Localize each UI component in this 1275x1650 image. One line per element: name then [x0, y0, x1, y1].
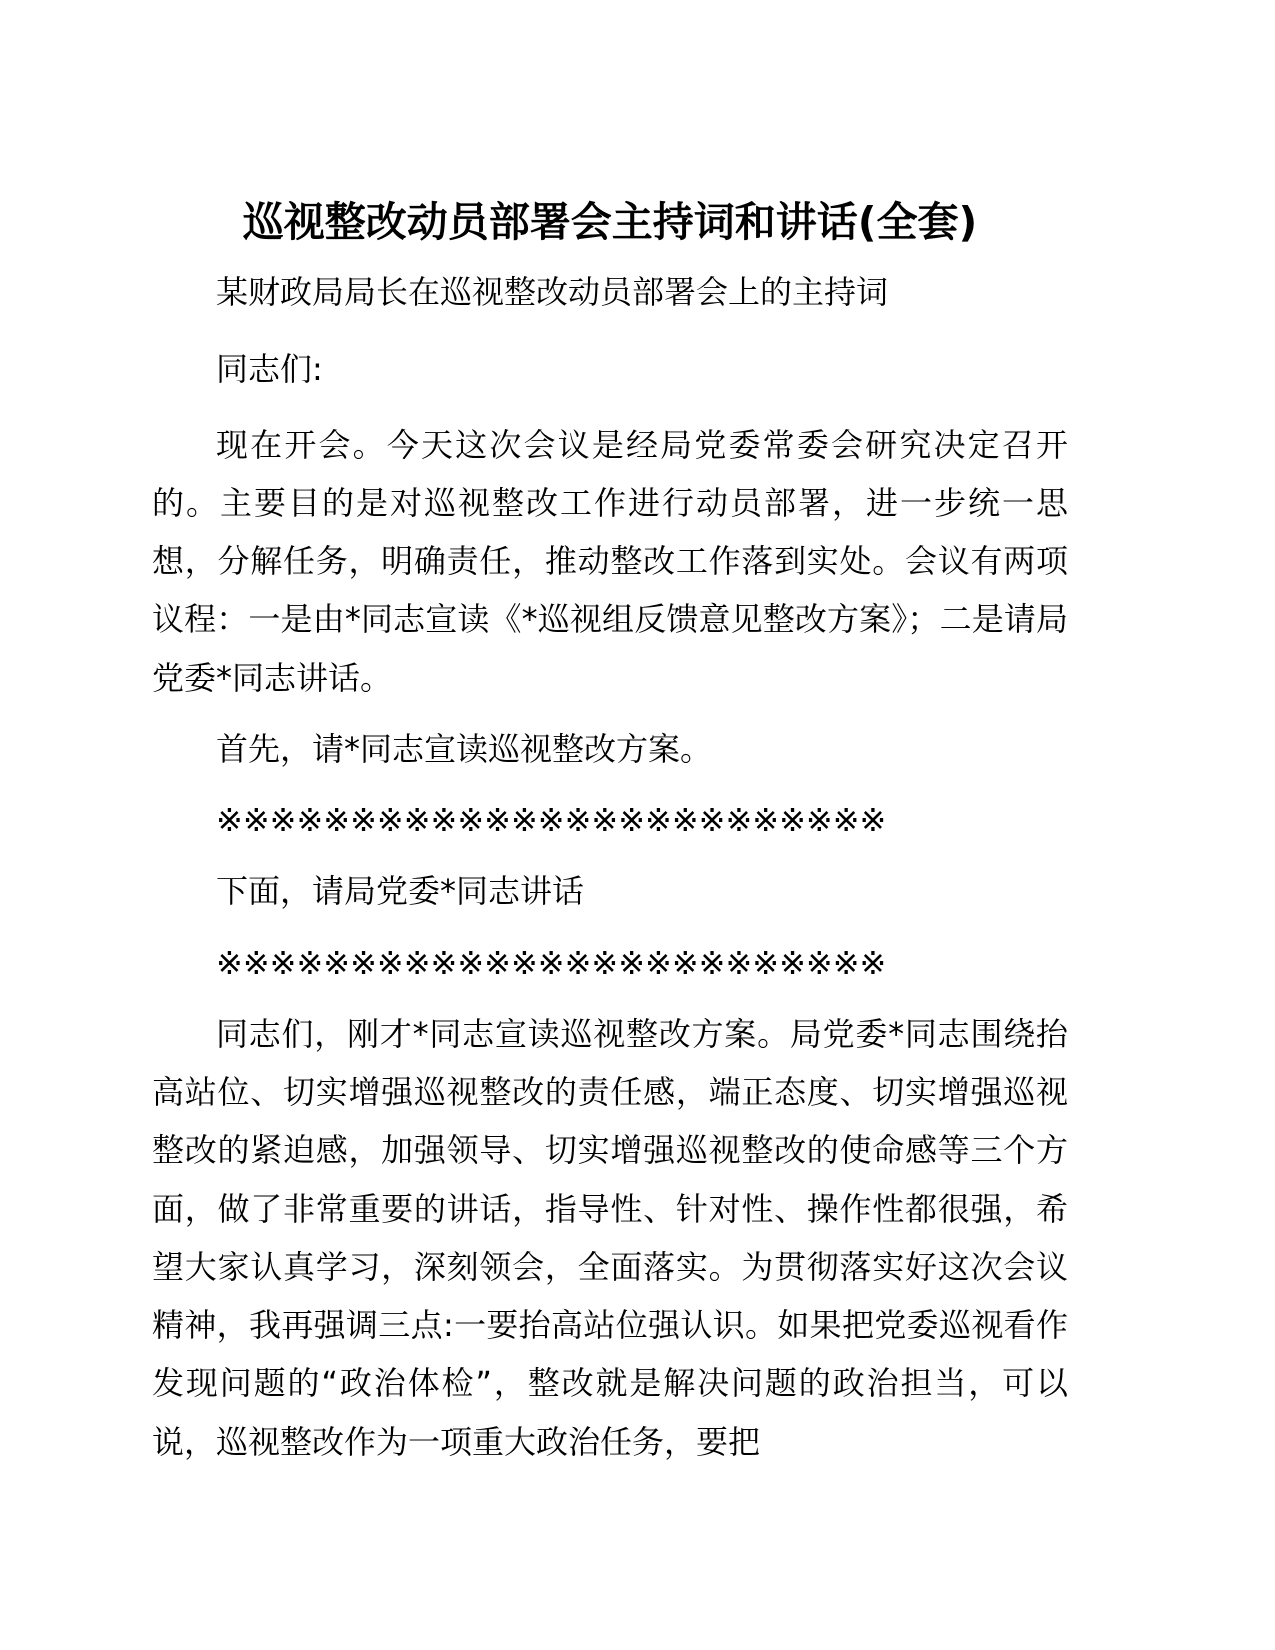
document-content [152, 196, 1068, 1471]
paragraph-opening-remarks: 现在开会。今天这次会议是经局党委常委会研究决定召开的。主要目的是对巡视整改工作进行动员部署，进一步统一思想，分解任务，明确责任，推动整改工作落到实处。会议有两项议程：一是由*同志宣读《*巡视组反馈意见整改方案》；二是请局党委*同志讲话。 [152, 425, 1068, 697]
paragraph-first-agenda: 首先，请*同志宣读巡视整改方案。 [216, 729, 713, 768]
salutation-line: 同志们: [216, 349, 323, 388]
page-title: 巡视整改动员部署会主持词和讲话(全套) [242, 198, 978, 246]
separator-row-second: ※※※※※※※※※※※※※※※※※※※※※※※※※ [216, 943, 887, 982]
document-subtitle: 某财政局局长在巡视整改动员部署会上的主持词 [216, 273, 889, 312]
paragraph-second-agenda: 下面，请局党委*同志讲话 [216, 872, 585, 911]
paragraph-closing-speech: 同志们，刚才*同志宣读巡视整改方案。局党委*同志围绕抬高站位、切实增强巡视整改的责任感，端正态度、切实增强巡视整改的紧迫感，加强领导、切实增强巡视整改的使命感等三个方面，做了非常重要的讲话，指导性、针对性、操作性都很强，希望大家认真学习，深刻领会，全面落实。为贯彻落实好这次会议精神，我再强调三点:一要抬高站位强认识。如果把党委巡视看作发现问题的“政治体检”，整改就是解决问题的政治担当，可以说，巡视整改作为一项重大政治任务，要把 [152, 1014, 1068, 1461]
separator-row-first: ※※※※※※※※※※※※※※※※※※※※※※※※※ [216, 801, 887, 840]
